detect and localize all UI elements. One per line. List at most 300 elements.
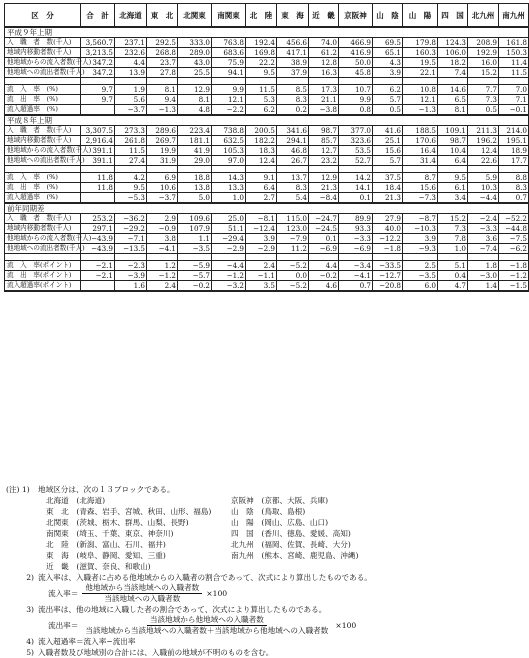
column-header: 山 陰: [373, 4, 403, 28]
table-cell: 50.0: [339, 58, 373, 68]
table-row: [5, 126, 529, 136]
region-block-item: 北関東 (茨城、栃木、群馬、山梨、長野): [46, 518, 189, 527]
table-cell: 15.6: [373, 146, 403, 156]
table-cell: 0.0: [277, 271, 309, 281]
table-cell: 109.6: [178, 214, 212, 224]
table-cell: 7.0: [499, 85, 529, 95]
table-cell: 15.2: [468, 68, 499, 78]
table-cell: 253.2: [81, 214, 115, 224]
table-cell: 94.1: [212, 68, 246, 78]
table-cell: −0.9: [147, 224, 178, 234]
table-cell: 11.5: [499, 68, 529, 78]
table-row: [5, 244, 529, 254]
table-cell: 347.2: [81, 58, 115, 68]
table-cell: [246, 78, 277, 85]
row-label: 他地域への流出者数(千人): [5, 244, 81, 254]
table-cell: 31.9: [147, 156, 178, 166]
table-cell: 12.4: [468, 146, 499, 156]
table-row: [5, 166, 529, 173]
table-cell: −0.2: [178, 281, 212, 292]
table-cell: 25.5: [178, 68, 212, 78]
table-cell: 8.7: [403, 173, 438, 183]
table-cell: −3.3: [339, 234, 373, 244]
table-cell: 8.8: [499, 173, 529, 183]
table-cell: 9.5: [438, 173, 468, 183]
note-2-text: 流入率は、入職者に占める他地域からの入職者の割合であって、次式により算出したものである。: [38, 573, 372, 582]
table-row: [5, 261, 529, 271]
row-label: 流 出 率 (%): [5, 95, 81, 105]
table-cell: −44.8: [499, 224, 529, 234]
table-cell: 214.0: [499, 126, 529, 136]
table-cell: 16.3: [309, 68, 339, 78]
table-cell: 21.1: [309, 95, 339, 105]
table-cell: [339, 78, 373, 85]
row-label: 他地域への流出者数(千人): [5, 68, 81, 78]
table-cell: 0.5: [468, 105, 499, 116]
column-header: 北九州: [468, 4, 499, 28]
table-cell: −3.5: [178, 244, 212, 254]
table-cell: 14.6: [438, 85, 468, 95]
table-cell: 6.0: [403, 281, 438, 292]
table-cell: 6.4: [438, 156, 468, 166]
table-row: [5, 136, 529, 146]
table-cell: 13.9: [115, 68, 147, 78]
row-label: 流 入 率(ポイント): [5, 261, 81, 271]
table-cell: 51.1: [212, 224, 246, 234]
table-cell: 22.6: [468, 156, 499, 166]
region-block-item: 山 陽 (岡山、広島、山口): [231, 518, 329, 527]
table-cell: [309, 78, 339, 85]
table-cell: [373, 254, 403, 261]
table-cell: 41.6: [373, 126, 403, 136]
column-header: 北海道: [115, 4, 147, 28]
table-cell: [403, 254, 438, 261]
table-cell: [147, 78, 178, 85]
table-cell: 65.1: [373, 48, 403, 58]
table-cell: −9.3: [403, 244, 438, 254]
table-cell: −43.9: [81, 234, 115, 244]
table-cell: −0.1: [499, 105, 529, 116]
table-cell: 41.9: [178, 146, 212, 156]
table-cell: 27.9: [373, 214, 403, 224]
table-cell: 14.1: [339, 183, 373, 193]
statistics-table: [4, 3, 529, 292]
note-1-text: 地域区分は、次の１３ブロックである。: [38, 485, 175, 494]
table-cell: 211.3: [468, 126, 499, 136]
region-block-item: 南九州 (熊本、宮崎、鹿児島、沖縄): [231, 551, 359, 560]
table-cell: −3.7: [147, 193, 178, 204]
table-cell: 53.5: [339, 146, 373, 156]
table-cell: 1.1: [178, 234, 212, 244]
table-cell: −2.2: [212, 105, 246, 116]
table-cell: 106.0: [438, 48, 468, 58]
table-cell: −1.5: [499, 281, 529, 292]
table-cell: 12.1: [403, 95, 438, 105]
table-cell: 27.4: [115, 156, 147, 166]
table-row: [5, 224, 529, 234]
table-cell: 15.2: [438, 214, 468, 224]
table-cell: 2.4: [246, 261, 277, 271]
region-blocks-left: [46, 495, 231, 572]
table-cell: 8.5: [277, 85, 309, 95]
table-cell: 188.5: [403, 126, 438, 136]
table-cell: −1.2: [212, 271, 246, 281]
table-cell: 6.4: [246, 183, 277, 193]
table-row: [5, 281, 529, 292]
note-3-text: 流出率は、他の地域に入職した者の割合であって、次式により算出したものである。: [38, 605, 327, 614]
table-cell: [147, 166, 178, 173]
table-cell: −1.8: [499, 261, 529, 271]
table-cell: 105.3: [212, 146, 246, 156]
table-cell: 7.3: [438, 224, 468, 234]
table-cell: 40.0: [373, 224, 403, 234]
region-block-item: 北九州 (福岡、佐賀、長崎、大分): [231, 540, 351, 549]
table-cell: −24.7: [309, 214, 339, 224]
table-cell: −2.4: [468, 214, 499, 224]
note-4: 4) 流入超過率＝流入率−流出率: [6, 636, 518, 647]
table-cell: −8.7: [403, 214, 438, 224]
inflow-formula: 流入率＝ $\frac{\text{他地域から当該地域への入職者数}}{\text{当該地域への入職者数}}$ ×100: [48, 583, 228, 603]
table-row: [5, 105, 529, 116]
table-row: [5, 234, 529, 244]
table-cell: −4.1: [147, 244, 178, 254]
table-cell: −12.2: [373, 234, 403, 244]
table-cell: −1.8: [373, 244, 403, 254]
table-cell: 12.4: [246, 156, 277, 166]
table-cell: [499, 254, 529, 261]
region-block-item: 京阪神 (京都、大阪、兵庫): [231, 496, 329, 505]
table-body: [5, 27, 529, 291]
column-header: 東 海: [277, 4, 309, 28]
table-row: [5, 68, 529, 78]
table-cell: 323.6: [339, 136, 373, 146]
table-cell: 9.7: [81, 95, 115, 105]
table-cell: [115, 166, 147, 173]
table-cell: 3.9: [246, 234, 277, 244]
note-3: 3) 流出率は、他の地域に入職した者の割合であって、次式により算出したものである。: [6, 604, 518, 615]
table-cell: 13.8: [178, 183, 212, 193]
table-cell: −2.3: [115, 261, 147, 271]
column-header: 近 畿: [309, 4, 339, 28]
table-cell: 2.7: [246, 193, 277, 204]
table-cell: 19.9: [147, 146, 178, 156]
table-cell: 5.0: [178, 193, 212, 204]
table-cell: [309, 254, 339, 261]
table-cell: 8.3: [277, 183, 309, 193]
table-cell: 6.2: [373, 85, 403, 95]
row-label: 地域内移動者数(千人): [5, 224, 81, 234]
table-cell: 232.6: [115, 48, 147, 58]
section-title: 前年同期差: [5, 203, 529, 214]
table-cell: 0.4: [438, 271, 468, 281]
table-cell: 0.2: [277, 105, 309, 116]
table-cell: [115, 78, 147, 85]
table-cell: −3.3: [468, 224, 499, 234]
table-cell: −1.3: [147, 105, 178, 116]
table-cell: [178, 254, 212, 261]
table-cell: −7.3: [403, 193, 438, 204]
table-cell: 25.0: [212, 214, 246, 224]
table-cell: 294.1: [277, 136, 309, 146]
table-cell: [277, 166, 309, 173]
table-cell: 3,307.5: [81, 126, 115, 136]
table-cell: [438, 78, 468, 85]
table-cell: 124.3: [438, 38, 468, 48]
table-cell: 5.7: [373, 95, 403, 105]
table-cell: −5.9: [178, 261, 212, 271]
table-cell: 8.1: [178, 95, 212, 105]
row-label: 地域内移動者数(千人): [5, 136, 81, 146]
table-cell: 9.5: [246, 68, 277, 78]
table-cell: 21.3: [373, 193, 403, 204]
column-header: 東 北: [147, 4, 178, 28]
table-cell: [468, 166, 499, 173]
table-cell: 61.2: [309, 48, 339, 58]
column-header: 南九州: [499, 4, 529, 28]
column-header: 北関東: [178, 4, 212, 28]
table-cell: −1.2: [499, 271, 529, 281]
table-cell: 9.1: [246, 173, 277, 183]
table-cell: 12.7: [309, 146, 339, 156]
table-cell: 16.4: [403, 146, 438, 156]
region-block-item: 北海道 (北海道): [46, 496, 106, 505]
section-title: 平成９年上期: [5, 27, 529, 38]
table-cell: −3.8: [309, 105, 339, 116]
table-cell: 632.5: [212, 136, 246, 146]
table-cell: 9.5: [115, 183, 147, 193]
table-cell: [81, 78, 115, 85]
table-cell: 466.9: [339, 38, 373, 48]
table-cell: 333.0: [178, 38, 212, 48]
table-cell: [468, 254, 499, 261]
table-cell: [403, 78, 438, 85]
table-cell: −3.2: [212, 281, 246, 292]
table-cell: −5.2: [277, 261, 309, 271]
table-cell: [212, 254, 246, 261]
table-cell: 29.0: [178, 156, 212, 166]
table-cell: −33.5: [373, 261, 403, 271]
table-row: [5, 193, 529, 204]
table-cell: 12.8: [309, 58, 339, 68]
table-cell: 10.7: [339, 85, 373, 95]
table-cell: −7.4: [468, 244, 499, 254]
column-header: 北 陸: [246, 4, 277, 28]
table-cell: 9.9: [212, 85, 246, 95]
table-cell: 417.1: [277, 48, 309, 58]
table-cell: 15.6: [403, 183, 438, 193]
table-cell: [403, 166, 438, 173]
table-cell: [373, 166, 403, 173]
table-cell: [309, 166, 339, 173]
table-cell: 26.7: [277, 156, 309, 166]
table-cell: −20.8: [373, 281, 403, 292]
table-cell: 2.5: [403, 261, 438, 271]
table-cell: 7.3: [468, 95, 499, 105]
table-cell: 738.8: [212, 126, 246, 136]
table-cell: 182.2: [246, 136, 277, 146]
table-cell: 12.1: [212, 95, 246, 105]
table-cell: 4.3: [373, 58, 403, 68]
table-cell: −4.4: [468, 193, 499, 204]
table-cell: −6.9: [309, 244, 339, 254]
table-cell: 37.9: [277, 68, 309, 78]
row-label: [5, 166, 81, 173]
table-cell: 4.4: [309, 261, 339, 271]
table-cell: [499, 166, 529, 173]
table-cell: 17.3: [309, 85, 339, 95]
table-cell: [468, 78, 499, 85]
table-cell: −12.4: [246, 224, 277, 234]
table-cell: 1.4: [468, 281, 499, 292]
table-cell: −7.5: [499, 234, 529, 244]
table-cell: −6.9: [339, 244, 373, 254]
table-row: [5, 38, 529, 48]
table-cell: −43.9: [81, 244, 115, 254]
region-block-item: 南関東 (埼玉、千葉、東京、神奈川): [46, 529, 174, 538]
table-cell: 11.8: [81, 183, 115, 193]
note-5-text: 入職者数及び地域別の合計には、入職前の地域が不明のものを含む。: [38, 648, 274, 657]
table-cell: [178, 166, 212, 173]
table-cell: 3.9: [373, 68, 403, 78]
table-cell: 5.3: [246, 95, 277, 105]
table-cell: [339, 254, 373, 261]
table-cell: [81, 254, 115, 261]
table-cell: 18.3: [246, 146, 277, 156]
note-5: 5) 入職者数及び地域別の合計には、入職前の地域が不明のものを含む。: [6, 647, 518, 658]
table-cell: [438, 166, 468, 173]
table-cell: 8.3: [277, 95, 309, 105]
table-row: [5, 183, 529, 193]
table-cell: [246, 254, 277, 261]
table-cell: −1.3: [403, 105, 438, 116]
column-header: 京阪神: [339, 4, 373, 28]
table-cell: 289.6: [147, 126, 178, 136]
table-row: [5, 214, 529, 224]
table-cell: 9.4: [147, 95, 178, 105]
table-cell: 98.7: [438, 136, 468, 146]
region-block-item: 近 畿 (滋賀、奈良、和歌山): [46, 562, 151, 571]
table-cell: 6.2: [246, 105, 277, 116]
row-label: 他地域からの流入者数(千人): [5, 146, 81, 156]
table-cell: 5.4: [277, 193, 309, 204]
table-cell: −3.7: [115, 105, 147, 116]
table-cell: 391.1: [81, 156, 115, 166]
table-cell: 1.0: [438, 244, 468, 254]
table-cell: 3,213.5: [81, 48, 115, 58]
table-cell: 2.4: [147, 281, 178, 292]
row-label: 流 出 率(ポイント): [5, 271, 81, 281]
column-header: 南関東: [212, 4, 246, 28]
table-cell: 10.6: [147, 183, 178, 193]
inflow-fraction: $\frac{\text{他地域から当該地域への入職者数}}{\text{当該地域への入職者数}}$: [82, 583, 202, 604]
table-cell: 22.1: [403, 68, 438, 78]
table-cell: 16.0: [468, 58, 499, 68]
table-cell: −36.2: [115, 214, 147, 224]
table-cell: 37.5: [373, 173, 403, 183]
table-cell: 3.9: [403, 234, 438, 244]
table-cell: −8.1: [246, 214, 277, 224]
table-cell: 4.7: [438, 281, 468, 292]
table-row: [5, 254, 529, 261]
table-cell: 195.1: [499, 136, 529, 146]
row-label: 流入超過率 (%): [5, 105, 81, 116]
table-cell: −3.0: [468, 271, 499, 281]
table-cell: 1.6: [115, 281, 147, 292]
table-cell: [438, 254, 468, 261]
table-cell: 9.9: [339, 95, 373, 105]
table-row: [5, 58, 529, 68]
table-cell: −7.1: [115, 234, 147, 244]
table-cell: 13.3: [212, 183, 246, 193]
table-cell: −52.2: [499, 214, 529, 224]
table-row: [5, 156, 529, 166]
table-cell: 11.5: [115, 146, 147, 156]
table-cell: 192.4: [246, 38, 277, 48]
table-cell: −29.4: [212, 234, 246, 244]
table-cell: 0.7: [499, 193, 529, 204]
table-cell: 169.8: [246, 48, 277, 58]
table-cell: [277, 78, 309, 85]
table-cell: 3.5: [246, 281, 277, 292]
notes-prefix: (注) 1): [6, 485, 30, 494]
table-cell: 7.4: [438, 68, 468, 78]
table-row: [5, 95, 529, 105]
table-cell: 98.7: [309, 126, 339, 136]
table-cell: 347.2: [81, 68, 115, 78]
table-cell: 170.6: [403, 136, 438, 146]
table-cell: 5.7: [373, 156, 403, 166]
table-cell: 5.9: [468, 173, 499, 183]
table-cell: −5.2: [277, 281, 309, 292]
region-block-item: 東 海 (岐阜、静岡、愛知、三重): [46, 551, 166, 560]
table-cell: −8.4: [309, 193, 339, 204]
table-cell: 14.3: [212, 173, 246, 183]
table-cell: 109.1: [438, 126, 468, 136]
table-cell: 237.1: [115, 38, 147, 48]
table-cell: −5.7: [178, 271, 212, 281]
table-cell: 4.8: [178, 105, 212, 116]
table-cell: 18.9: [499, 146, 529, 156]
table-row: [5, 78, 529, 85]
column-header: 山 陽: [403, 4, 438, 28]
table-cell: 1.0: [212, 193, 246, 204]
table-cell: 97.0: [212, 156, 246, 166]
table-cell: 456.6: [277, 38, 309, 48]
table-cell: [499, 78, 529, 85]
table-cell: [373, 78, 403, 85]
region-block-item: 東 北 (青森、岩手、宮城、秋田、山形、福島): [46, 507, 212, 516]
table-cell: −3.9: [115, 271, 147, 281]
table-cell: 391.1: [81, 146, 115, 156]
table-cell: 273.3: [115, 126, 147, 136]
table-cell: 208.9: [468, 38, 499, 48]
table-cell: 43.0: [178, 58, 212, 68]
table-cell: −3.4: [339, 261, 373, 271]
table-cell: [81, 193, 115, 204]
table-cell: 160.3: [403, 48, 438, 58]
table-cell: [212, 166, 246, 173]
table-cell: 416.9: [339, 48, 373, 58]
table-cell: −10.3: [403, 224, 438, 234]
table-cell: 46.8: [277, 146, 309, 156]
table-cell: 10.4: [438, 146, 468, 156]
row-label: 流 出 率 (%): [5, 183, 81, 193]
table-cell: 7.8: [438, 234, 468, 244]
table-cell: 38.9: [277, 58, 309, 68]
table-cell: −0.2: [309, 271, 339, 281]
table-cell: 5.6: [115, 95, 147, 105]
table-cell: [339, 166, 373, 173]
